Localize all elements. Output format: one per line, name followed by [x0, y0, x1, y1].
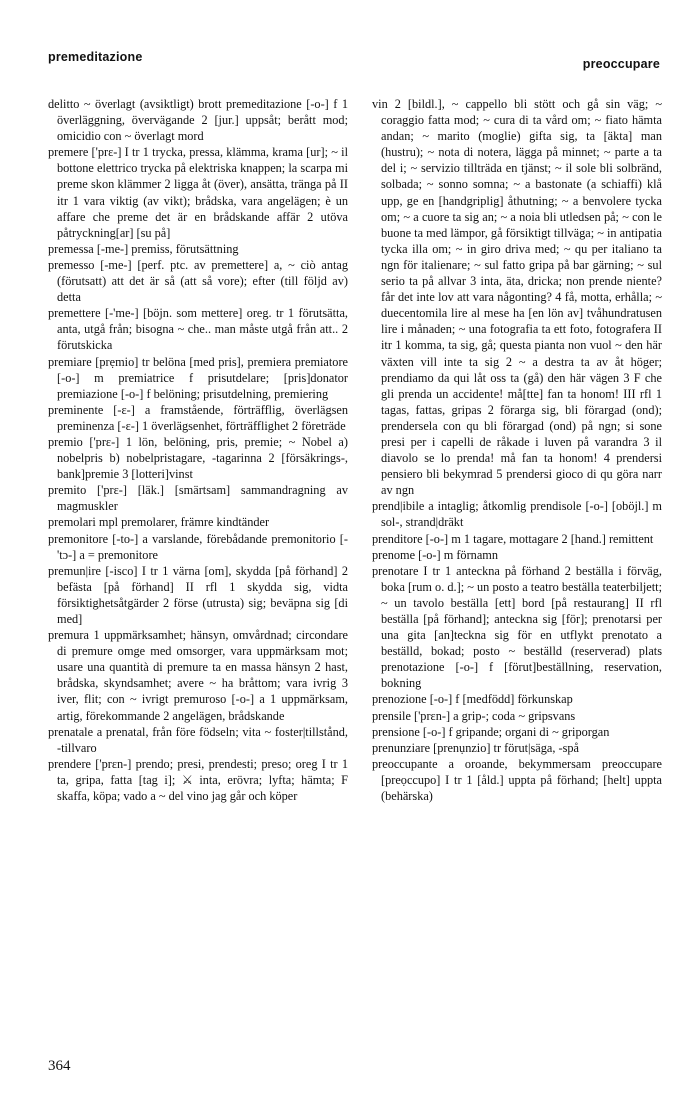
entry-prensile: prensile ['prɛn-] a grip-; coda ~ gripsvans — [372, 708, 576, 723]
entry-premolari: premolari mpl premolarer, främre kindtänder — [48, 515, 270, 530]
entry-premunire: premun|ire [-isco] I tr 1 värna [om], skydda [på förhand] 2 befästa [på förhand] II rfl 1 skydda sig, vidta försiktighetsåtgärder 2 förse (utrusta) sig; beväpna sig [di med] — [48, 563, 348, 626]
entry-preminente: preminente [-ɛ-] a framstående, förträfflig, överlägsen preminenza [-ɛ-] 1 överlägsenhet, förträfflighet 2 företräde — [48, 402, 348, 433]
entry-premura: premura 1 uppmärksamhet; hänsyn, omvårdnad; circondare di premure omge med omsorger, vara uppmärksam mot; usare una quantità di premure ta en massa hänsyn 2 hast, brådska, skyndsamhet; avere ~ ha bråttom; vara ivrig 3 iver, flit; con ~ ivrigt premuroso [-o-] a 1 uppmärksam, artig, förekommande 2 angelägen, brådskande — [48, 628, 348, 723]
entry-prenozione: prenozione [-o-] f [medfödd] förkunskap — [372, 692, 573, 707]
entry-premio: premio ['prɛ-] 1 lön, belöning, pris, premie; ~ Nobel a) nobelpris b) nobelpristagare, -tagarinna 2 [försäkrings-, bank]premie 3 [lotteri]vinst — [48, 434, 348, 482]
entry-prenome: prenome [-o-] m förnamn — [372, 547, 498, 562]
page-number: 364 — [48, 1058, 71, 1074]
left-column — [48, 96, 348, 804]
right-column — [372, 96, 662, 804]
entry-prendibile: prend|ibile a intaglig; åtkomlig prendisole [-o-] [oböjl.] m sol-, strand|dräkt — [372, 499, 662, 530]
entry-premettere: premettere [-'me-] [böjn. som mettere] oreg. tr 1 förutsätta, anta, utgå från; bisogna ~ che.. man måste utgå från att.. 2 förutskicka — [48, 306, 348, 353]
right-guide-word: preoccupare — [582, 57, 660, 71]
entry-premere: premere ['prɛ-] I tr 1 trycka, pressa, klämma, krama [ur]; ~ il bottone elettrico trycka på elektriska knappen; la scarpa mi preme skon klämmer 2 ligga åt (över), ansätta, tränga på II itr 1 vara viktig (av vikt); brådska, vara angelägen; è un affare che preme det är en brådskande affär 2 utöva påtryckning[ar] [su på] — [48, 145, 348, 240]
left-guide-word: premeditazione — [48, 50, 143, 64]
entry-prenatale: prenatale a prenatal, från före födseln; vita ~ foster|tillstånd, -tillvaro — [48, 724, 348, 755]
entry-prenotare: prenotare I tr 1 anteckna på förhand 2 beställa i förväg, boka [rum o. d.]; ~ un posto a teatro beställa teaterbiljett; ~ un tavolo beställa [ett] bord [på restaurang] II rfl beställa [på förhand]; anteckna sig [för]; prenotarsi per una gita [an]teckna sig för en utflykt prenotato a beställd, bokad; posto ~ beställd (reserverad) plats prenotazione [-o-] f [förut]beställning, reservation, bokning — [372, 563, 662, 691]
entry-prensione: prensione [-o-] f gripande; organi di ~ griporgan — [372, 724, 610, 739]
entry-premiare: premiare [prẹmio] tr belöna [med pris], premiera premiatore [-o-] m premiatrice f prisutdelare; [pris]donator premiazione [-o-] f belöning; prisutdelning, premiering — [48, 354, 348, 401]
entry-delitto: delitto ~ överlagt (avsiktligt) brott premeditazione [-o-] f 1 överläggning, övervägande 2 [jur.] uppsåt; berått mod; omicidio con ~ överlagt mord — [48, 97, 348, 144]
entry-preoccupante: preoccupante a oroande, bekymmersam preoccupare [preọccupo] I tr 1 [åld.] uppta på förhand; [helt] uppta (behärska) — [372, 756, 662, 804]
entry-prenunziare: prenunziare [prenụnzio] tr förut|säga, -spå — [372, 740, 579, 755]
entry-prendere-cont: vin 2 [bildl.], ~ cappello bli stött och gå sin väg; ~ coraggio fatta mod; ~ cura di ta vård om; ~ fiato hämta andan; ~ marito (moglie) gifta sig, ta [äkta] man (hustru); ~ nota di notera, lägga på minnet; ~ parte a ta del i; ~ servizio tillträda en tjänst; ~ il sole bli solbränd, solbada; ~ sonno somna; ~ a bastonate (a schiaffi) klå upp, ge en [handgriplig] åthutning; ~ a benvolere tycka om; ~ a cuore ta sig an; ~ a noia bli utledsen på; ~ con le buone ta med lämpor, gå försiktigt tillväga; ~ in antipatia tycka illa om; ~ in giro driva med; ~ qu per italiano ta ngn för italienare; ~ sul fatto gripa på bar gärning; ~ sul serio ta på allvar 3 inta, äta, dricka; non prende niente? får det inte lov att vara någonting? 4 få, motta, erhålla; ~ duecentomila lire al mese ha [en lön av] tvåhundratusen lire i månaden; ~ una fotografia ta ett foto, fotografera II itr 1 komma, ta sig, gå; questa pianta non vuol ~ den här växten vill inte ta sig 2 ~ a destra ta av åt höger; prendiamo da qui låt oss ta (gå) den här vägen 3 F che gli prenda un accidente! må[tte] fan ta honom! III rfl 1 tagas, fattas, gripas 2 förarga sig, bli förargad (ond); prendersela con qu bli förargad (ond) på ngn; si sone presi per i capelli de råkade i luven på varandra 3 il diavolo se lo prenda! må fan ta honom! 4 prendersi pensiero bli bekymrad 5 prendersi gioco di qu göra narr av ngn — [372, 97, 662, 498]
entry-prendere: prendere ['prɛn-] prendo; presi, prendesti; preso; oreg I tr 1 ta, gripa, fatta [tag i]; ⚔ inta, erövra; lyfta; hämta; F skaffa, köpa; vado a ~ del vino jag går och köper — [48, 756, 348, 804]
entry-prenditore: prenditore [-o-] m 1 tagare, mottagare 2 [hand.] remittent — [372, 531, 654, 546]
entry-premesso: premesso [-me-] [perf. ptc. av premettere] a, ~ ciò antag (förutsatt) att det är så (att så vore); efter (till följd av) detta — [48, 257, 348, 305]
entry-premonitore: premonitore [-to-] a varslande, förebådande premonitorio [-'tɔ-] a = premonitore — [48, 531, 348, 562]
entry-premito: premito ['prɛ-] [läk.] [smärtsam] sammandragning av magmuskler — [48, 483, 348, 514]
entry-premessa: premessa [-me-] premiss, förutsättning — [48, 241, 239, 256]
